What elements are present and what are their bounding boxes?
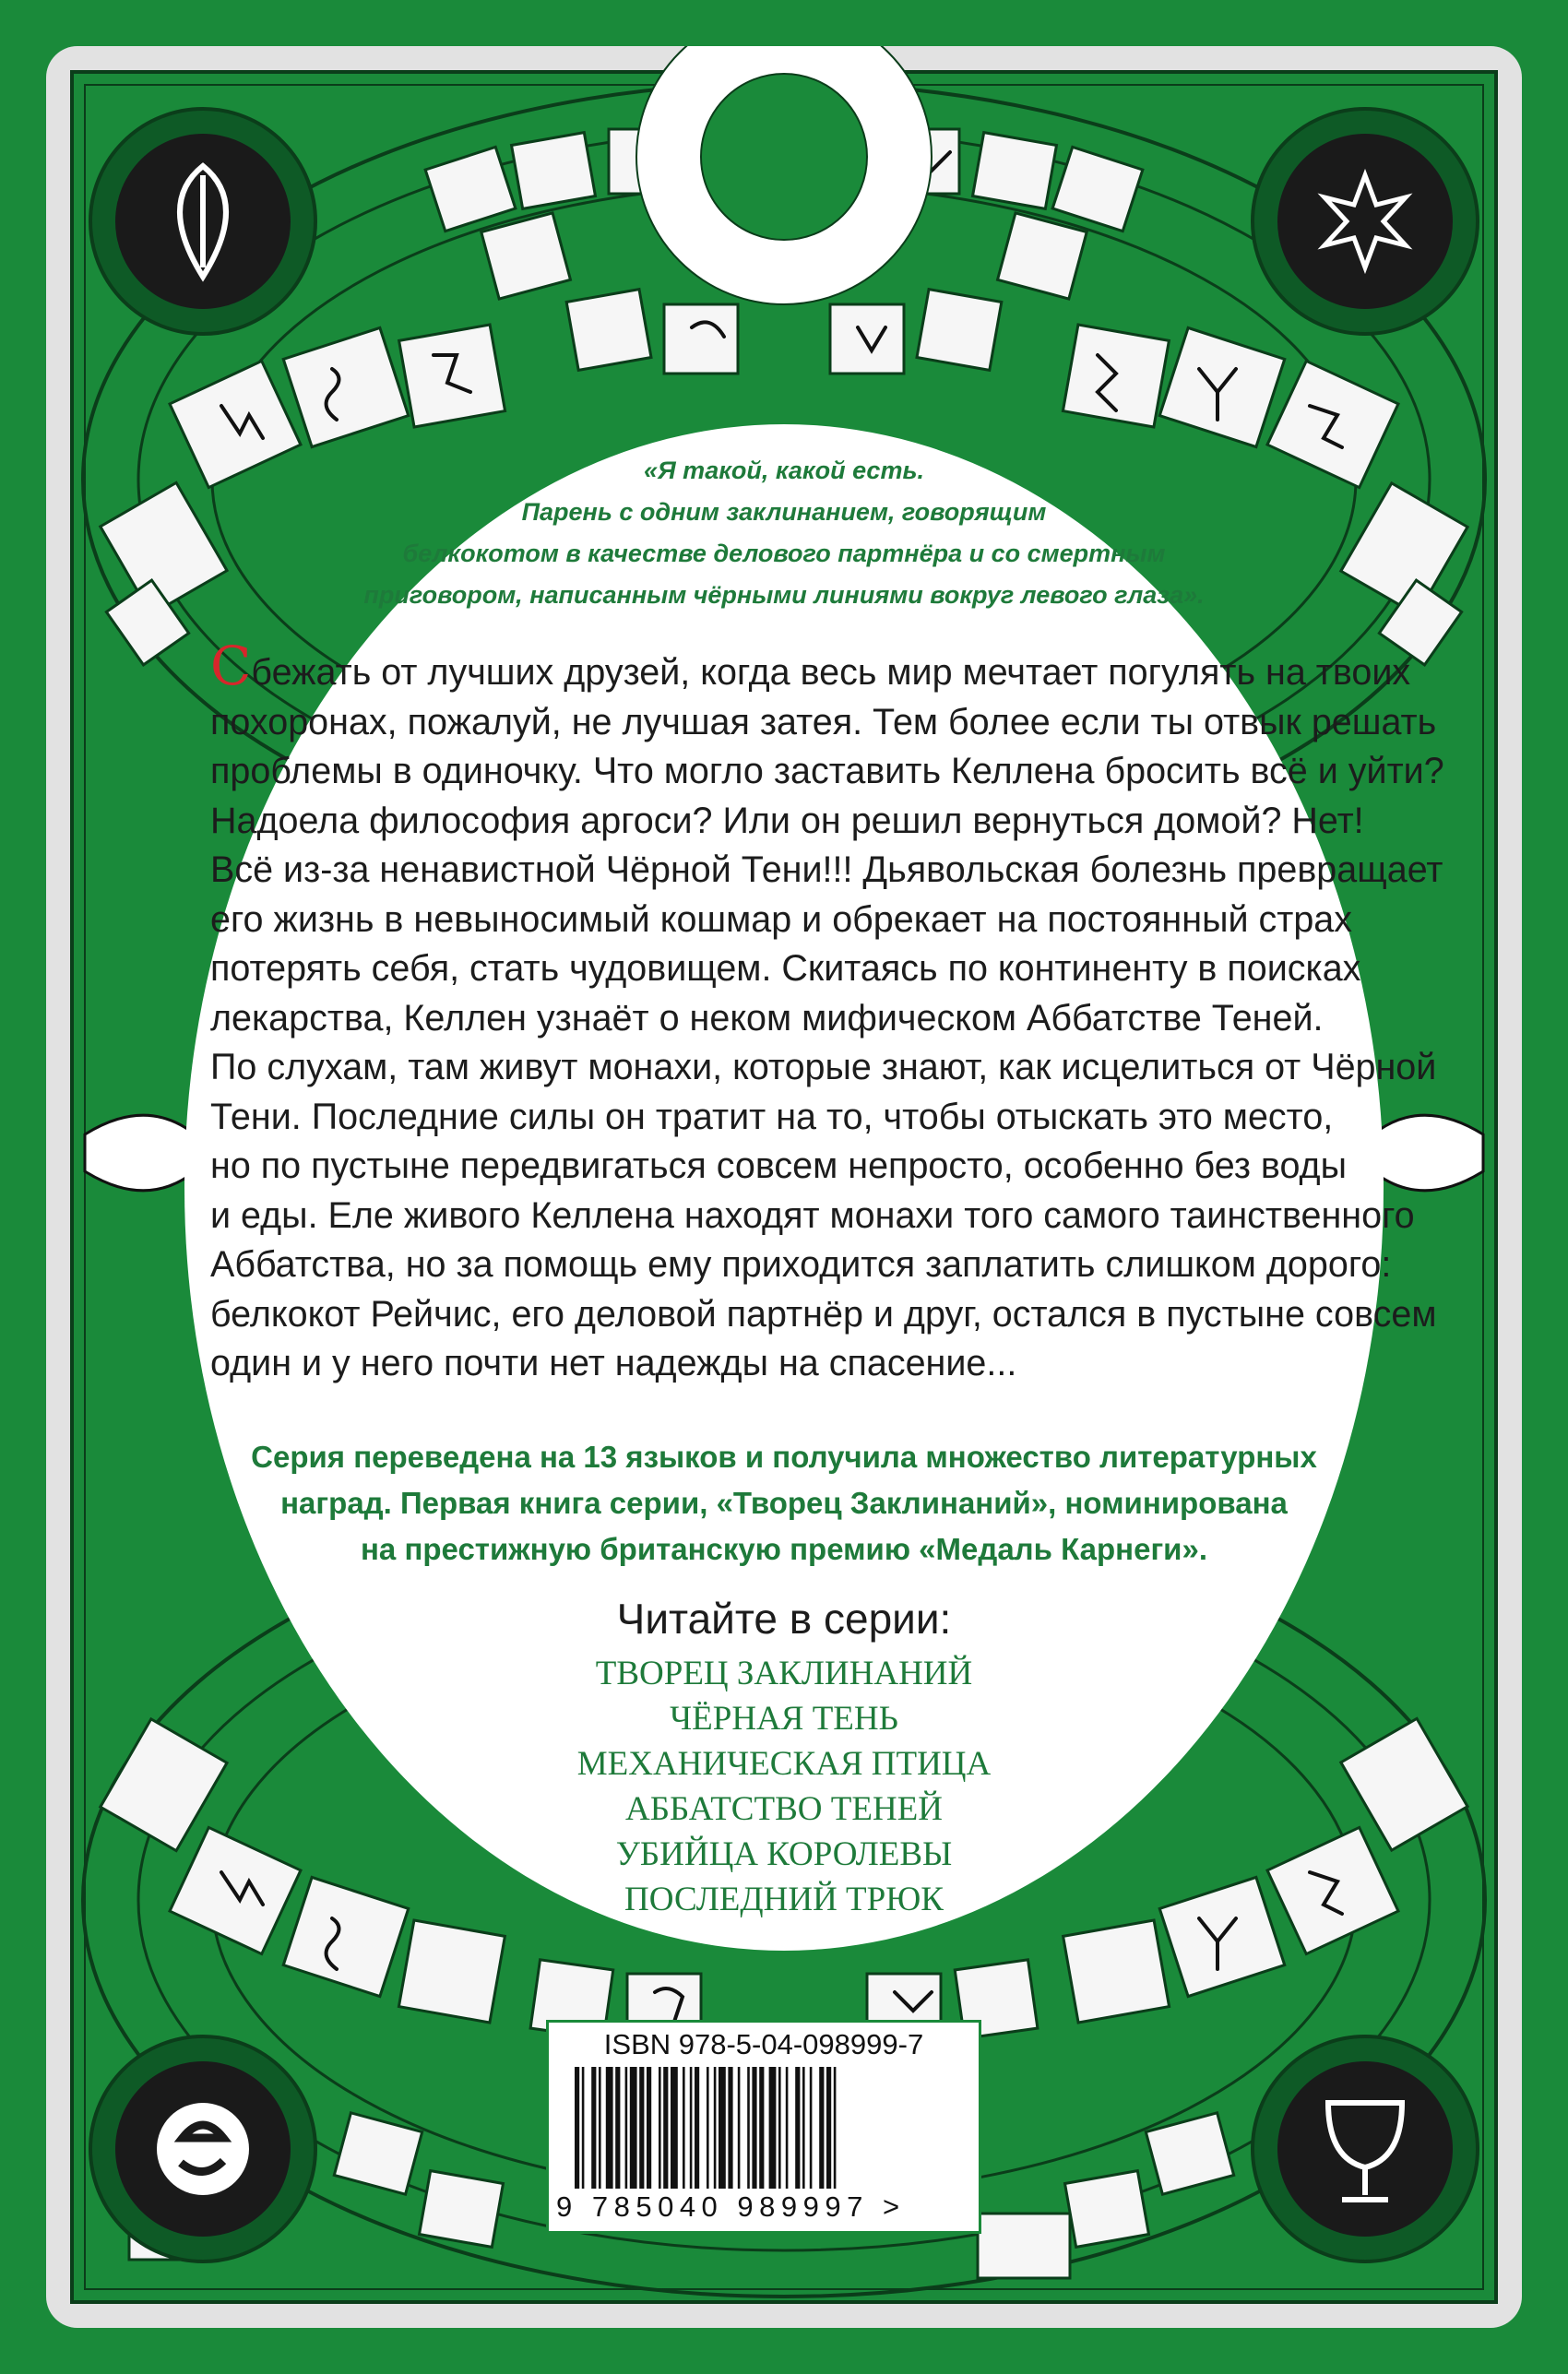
synopsis-line: но по пустыне передвигаться совсем непросто, особенно без воды — [210, 1145, 1347, 1186]
quote-line: Парень с одним заклинанием, говорящим — [521, 498, 1047, 526]
synopsis-line: похоронах, пожалуй, не лучшая затея. Тем более если ты отвык решать — [210, 701, 1437, 742]
series-title: УБИЙЦА КОРОЛЕВЫ — [615, 1835, 953, 1873]
synopsis-line: Аббатства, но за помощь ему приходится заплатить слишком дорого: — [210, 1244, 1392, 1285]
synopsis — [210, 635, 1444, 1389]
synopsis-line: Тени. Последние силы он тратит на то, чтобы отыскать это место, — [210, 1096, 1334, 1137]
leaf-icon — [90, 109, 315, 334]
barcode-bars — [573, 2067, 955, 2189]
barcode-box — [546, 2020, 981, 2234]
series-list — [369, 1651, 1199, 1922]
synopsis-line: и еды. Еле живого Келлена находят монахи того самого таинственного — [210, 1194, 1415, 1236]
series-title: ТВОРЕЦ ЗАКЛИНАНИЙ — [595, 1655, 973, 1692]
quote-line: приговором, написанным чёрными линиями вокруг левого глаза». — [363, 581, 1205, 609]
synopsis-line: белкокот Рейчис, его деловой партнёр и друг, остался в пустыне совсем — [210, 1293, 1437, 1335]
quote-line: «Я такой, какой есть. — [643, 457, 924, 484]
awards-note — [231, 1434, 1337, 1573]
awards-line: на престижную британскую премию «Медаль Карнеги». — [360, 1532, 1207, 1566]
barcode-digits: 9 785040 989997 > — [556, 2190, 906, 2223]
synopsis-line: По слухам, там живут монахи, которые знают, как исцелиться от Чёрной — [210, 1047, 1437, 1087]
series-title: ПОСЛЕДНИЙ ТРЮК — [624, 1881, 944, 1918]
synopsis-line: Всё из-за ненавистной Чёрной Тени!!! Дьявольская болезнь превращает — [210, 849, 1443, 890]
series-title: АББАТСТВО ТЕНЕЙ — [625, 1790, 943, 1828]
top-sunburst — [636, 9, 932, 304]
synopsis-line: потерять себя, стать чудовищем. Скитаясь по континенту в поисках — [210, 948, 1361, 989]
series-heading: Читайте в серии: — [616, 1595, 952, 1643]
isbn-label: ISBN 978-5-04-098999-7 — [603, 2028, 924, 2060]
quote-line: белкокотом в качестве делового партнёра и со смертным — [402, 540, 1166, 567]
synopsis-line: лекарства, Келлен узнаёт о неком мифическом Аббатстве Теней. — [210, 997, 1324, 1039]
series-title: ЧЁРНАЯ ТЕНЬ — [670, 1700, 898, 1738]
synopsis-line: Надоела философия аргоси? Или он решил вернуться домой? Нет! — [210, 800, 1364, 841]
series-title: МЕХАНИЧЕСКАЯ ПТИЦА — [576, 1745, 992, 1783]
awards-line: Серия переведена на 13 языков и получила множество литературных — [251, 1440, 1317, 1474]
synopsis-line: один и у него почти нет надежды на спасение... — [210, 1343, 1017, 1383]
goblet-icon — [1253, 2036, 1478, 2261]
synopsis-first-line: Сбежать от лучших друзей, когда весь мир мечтает погулять на твоих — [210, 635, 1411, 697]
star-icon — [1253, 109, 1478, 334]
awards-line: наград. Первая книга серии, «Творец Заклинаний», номинирована — [280, 1486, 1288, 1520]
epigraph-quote — [304, 450, 1264, 616]
publisher-logo-icon — [90, 2036, 315, 2261]
synopsis-line: его жизнь в невыносимый кошмар и обрекает на постоянный страх — [210, 898, 1353, 940]
drop-cap: С — [210, 635, 252, 697]
synopsis-line: проблемы в одиночку. Что могло заставить Келлена бросить всё и уйти? — [210, 751, 1444, 791]
